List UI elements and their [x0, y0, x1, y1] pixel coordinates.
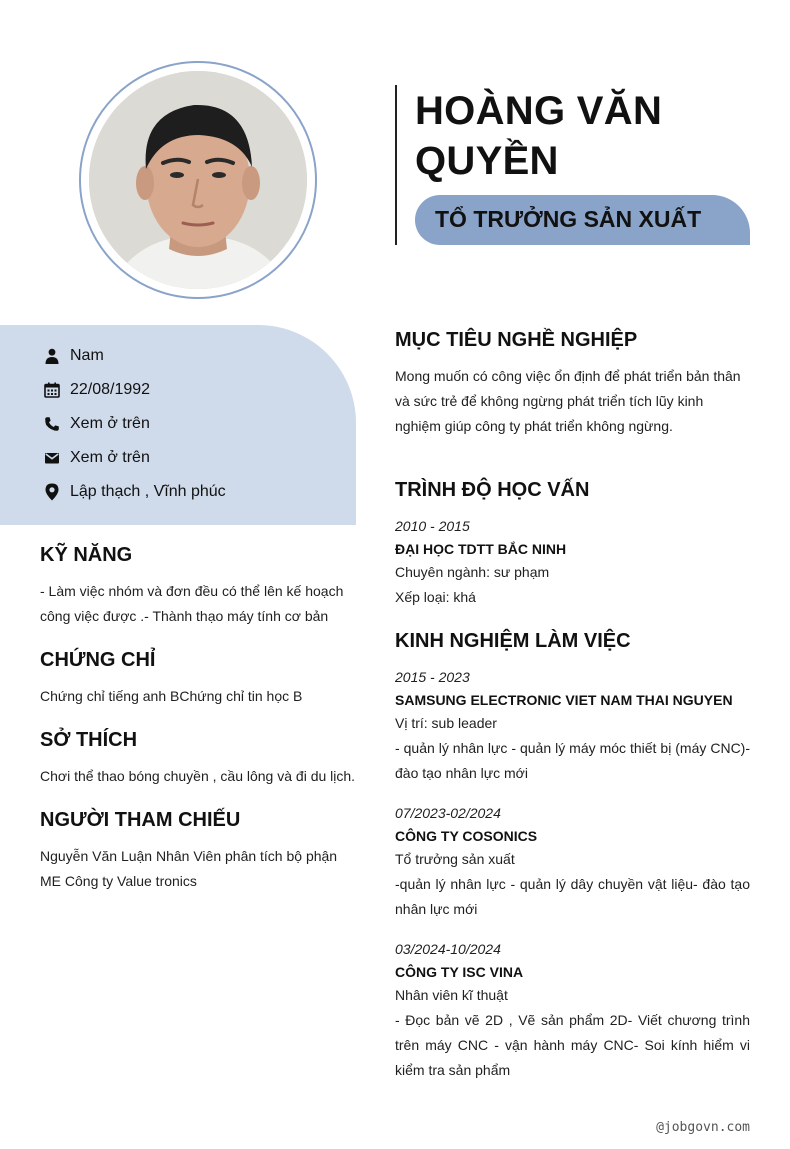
- job-period: 03/2024-10/2024: [395, 941, 501, 957]
- contact-phone[interactable]: [42, 412, 150, 436]
- candidate-name: [415, 86, 755, 186]
- certificates-text: Chứng chỉ tiếng anh BChứng chỉ tin học B: [40, 688, 303, 704]
- birthday-text: 22/08/1992: [70, 381, 151, 398]
- contact-address: [42, 480, 226, 504]
- job-title-badge: TỔ TRƯỞNG SẢN XUẤT: [415, 195, 750, 245]
- skills-heading: KỸ NĂNG: [40, 544, 133, 566]
- education-grade: Xếp loại: khá: [395, 589, 476, 605]
- job-company: SAMSUNG ELECTRONIC VIET NAM THAI NGUYEN: [395, 692, 733, 708]
- phone-icon: [42, 414, 62, 434]
- contact-gender: [42, 344, 104, 368]
- job-position: Nhân viên kĩ thuật: [395, 987, 508, 1003]
- name-line-1: HOÀNG VĂN: [415, 89, 663, 133]
- objective-heading: MỤC TIÊU NGHỀ NGHIỆP: [395, 329, 638, 351]
- mail-icon: [42, 448, 62, 468]
- location-pin-icon: [42, 482, 62, 502]
- job-description: -quản lý nhân lực - quản lý dây chuyền vật liệu- đào tạo nhân lực mới: [395, 876, 750, 917]
- references-heading: NGƯỜI THAM CHIẾU: [40, 809, 241, 831]
- header-divider: [395, 85, 397, 245]
- education-major: Chuyên ngành: sư phạm: [395, 564, 550, 580]
- education-school: ĐẠI HỌC TDTT BẮC NINH: [395, 541, 567, 557]
- contact-email[interactable]: [42, 446, 150, 470]
- person-icon: [42, 346, 62, 366]
- objective-text: Mong muốn có công việc ổn định để phát triển bản thân và sức trẻ để không ngừng phát triển tích lũy kinh nghiệm giúp công ty phát triển không ngừng.: [395, 368, 741, 434]
- certificates-heading: CHỨNG CHỈ: [40, 649, 156, 671]
- email-text[interactable]: Xem ở trên: [70, 449, 150, 466]
- calendar-icon: [42, 380, 62, 400]
- job-period: 07/2023-02/2024: [395, 805, 501, 821]
- education-period: 2010 - 2015: [395, 518, 470, 534]
- job-period: 2015 - 2023: [395, 669, 470, 685]
- watermark[interactable]: @jobgovn.com: [656, 1120, 750, 1135]
- avatar-frame: [79, 61, 317, 299]
- skills-text: - Làm việc nhóm và đơn đều có thể lên kế hoạch công việc được .- Thành thạo máy tính cơ bản: [40, 583, 344, 624]
- address-text: Lập thạch , Vĩnh phúc: [70, 483, 226, 500]
- avatar: [89, 71, 307, 289]
- phone-text[interactable]: Xem ở trên: [70, 415, 150, 432]
- hobbies-heading: SỞ THÍCH: [40, 729, 138, 751]
- name-line-2: QUYỀN: [415, 139, 559, 183]
- education-heading: TRÌNH ĐỘ HỌC VẤN: [395, 479, 590, 501]
- job-description: - Đọc bản vẽ 2D , Vẽ sản phẩm 2D- Viết chương trình trên máy CNC - vận hành máy CNC- Soi kính hiểm vi kiểm tra sản phẩm: [395, 1012, 750, 1078]
- references-text: Nguyễn Văn Luận Nhân Viên phân tích bộ phận ME Công ty Value tronics: [40, 848, 338, 889]
- job-company: CÔNG TY ISC VINA: [395, 964, 524, 980]
- contact-birthday: [42, 378, 150, 402]
- job-company: CÔNG TY COSONICS: [395, 828, 538, 844]
- gender-text: Nam: [70, 347, 104, 364]
- job-position: Vị trí: sub leader: [395, 715, 497, 731]
- job-description: - quản lý nhân lực - quản lý máy móc thiết bị (máy CNC)- đào tạo nhân lực mới: [395, 740, 750, 781]
- experience-heading: KINH NGHIỆM LÀM VIỆC: [395, 630, 631, 652]
- hobbies-text: Chơi thể thao bóng chuyền , cầu lông và đi du lịch.: [40, 768, 356, 784]
- job-position: Tổ trưởng sản xuất: [395, 851, 515, 867]
